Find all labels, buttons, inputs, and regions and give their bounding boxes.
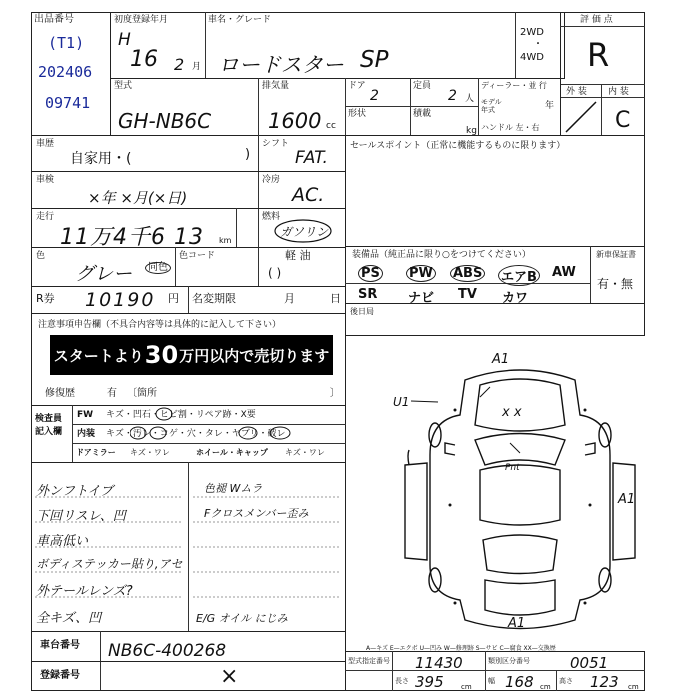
equipment-label: 装備品（純正品に限り○をつけてください） <box>352 250 531 260</box>
divider <box>560 97 645 98</box>
divider <box>478 78 479 136</box>
new-guarantee-value: 有・無 <box>597 277 634 291</box>
registration-label: 後日局 <box>350 307 374 316</box>
check-wheel-text: キズ・ワレ <box>285 448 325 457</box>
remark-left-4: ボディステッカー貼り,アセ <box>36 557 183 571</box>
check-fw-text: キズ・凹石・ヒビ割・リペア跡・X要 <box>106 410 256 420</box>
equip-pw: PW <box>406 265 436 282</box>
doors-value: 2 <box>370 88 379 104</box>
width-unit: cm <box>540 683 551 691</box>
drive-4wd: 4WD <box>520 52 544 63</box>
shift-label: シフト <box>262 139 290 149</box>
sales-point-label: セールスポイント（正常に機能するものに限ります） <box>350 141 566 151</box>
score-value: R <box>587 36 610 74</box>
equip-navi: ナビ <box>408 291 435 306</box>
dealer-label: ディーラー・並 行 <box>481 81 547 90</box>
model-year-unit: 年 <box>545 101 555 111</box>
diagram-a1-top: A1 <box>492 352 510 367</box>
first-reg-year: 16 <box>130 47 158 72</box>
length-unit: cm <box>461 683 472 691</box>
reg-number-value: × <box>220 664 239 689</box>
divider <box>410 78 411 136</box>
banner-post: 万円以内で売切ります <box>179 346 330 365</box>
divider <box>205 12 206 79</box>
divider <box>485 651 486 691</box>
recycle-label: R券 <box>36 292 55 305</box>
check-interior-text: キズ・汚レ・コゲ・穴・タレ・ヤブリ・破レ <box>106 429 286 439</box>
repair-value: 有 <box>107 388 117 399</box>
shift-value: FAT. <box>295 148 328 168</box>
model-year-label: モデル 年式 <box>481 98 502 114</box>
new-guarantee-label: 新車保証書 <box>596 250 636 259</box>
remark-right-6: E/G オイル にじみ <box>196 612 288 625</box>
diagram-a1-bottom: A1 <box>508 616 526 631</box>
check-circles <box>130 406 340 446</box>
divider <box>258 247 259 287</box>
sales-point-box <box>345 135 645 247</box>
fuel-label: 燃料 <box>262 212 281 222</box>
equip-ps: PS <box>358 265 383 282</box>
check-mirror-text: キズ・ワレ <box>130 448 170 457</box>
banner-pre: スタートより <box>53 346 144 365</box>
lot-code: (T1) <box>48 34 85 52</box>
history-value: 自家用・( <box>70 151 132 167</box>
banner-num: 30 <box>144 341 179 369</box>
mileage-value: 11万4千6 13 <box>60 225 204 250</box>
name-change-day: 日 <box>330 292 341 305</box>
height-label: 高さ <box>559 677 573 685</box>
divider <box>590 246 591 304</box>
score-label: 評 価 点 <box>580 15 613 25</box>
remark-left-5: 外テールレンズ? <box>36 584 133 599</box>
width-label: 幅 <box>488 677 495 685</box>
exterior-label: 外 装 <box>566 87 587 97</box>
mileage-unit: km <box>219 236 232 245</box>
repair-bracket: 〔箇所 <box>127 388 157 399</box>
first-reg-label: 初度登録年月 <box>114 15 169 25</box>
type-spec-label: 型式指定番号 <box>348 657 390 665</box>
remark-left-2: 下回リスレ、凹 <box>36 509 126 524</box>
divider <box>560 26 645 27</box>
divider <box>188 286 189 314</box>
reg-number-label: 登録番号 <box>40 670 80 681</box>
divider <box>345 283 590 284</box>
shaken-value: ×年 ×月(×日) <box>88 189 188 207</box>
repair-close: 〕 <box>330 388 340 399</box>
color-code-label: 色コード <box>179 251 216 261</box>
chassis-label: 車台番号 <box>40 640 80 651</box>
divider <box>345 78 346 136</box>
doors-label: ドア <box>348 81 366 91</box>
fuel-value: ガソリン <box>280 225 329 239</box>
shaken-label: 車検 <box>36 175 55 185</box>
class-label: 類別区分番号 <box>488 657 530 665</box>
history-close: ) <box>245 147 251 162</box>
length-label: 長さ <box>395 677 409 685</box>
damage-legend: A—キズ E—エクボ U—凹み W—修理跡 S—サビ C—腐食 XX—交換歴 <box>366 645 556 652</box>
divider <box>175 247 176 287</box>
model-value: GH-NB6C <box>118 109 212 133</box>
interior-value: C <box>615 108 631 133</box>
color-label: 色 <box>36 251 46 261</box>
drive-2wd: 2WD <box>520 27 544 38</box>
class-value: 0051 <box>570 654 609 672</box>
divider <box>601 84 602 136</box>
fuel-circle-mark <box>273 218 333 244</box>
capacity-value: 2 <box>448 88 457 104</box>
registration-box <box>345 303 645 336</box>
first-reg-era: H <box>118 30 131 50</box>
lot-number-1: 202406 <box>38 63 93 81</box>
notes-header: 注意事項申告欄（不具合内容等は具体的に記入して下さい） <box>38 320 282 330</box>
diagram-xx: x x <box>502 405 522 420</box>
equip-aw: AW <box>552 265 576 280</box>
load-label: 積載 <box>413 109 432 119</box>
capacity-label: 定員 <box>413 81 432 91</box>
inspector-label-1: 検査員 <box>35 414 63 424</box>
displacement-unit: cc <box>326 121 336 131</box>
divider <box>556 670 557 691</box>
same-color-mark: 同色 <box>145 262 171 274</box>
height-value: 123 <box>590 673 619 691</box>
recycle-value: 10190 <box>85 289 156 311</box>
displacement-value: 1600 <box>268 109 322 133</box>
equip-tv: TV <box>458 287 477 302</box>
car-name: ロードスター <box>218 53 344 77</box>
remark-left-1: 外ンフトイブ <box>36 484 113 499</box>
interior-label: 内 装 <box>608 87 629 97</box>
remark-right-1: 色褪 Wムラ <box>204 482 263 495</box>
divider <box>72 405 73 463</box>
mileage-label: 走行 <box>36 212 55 222</box>
drive-dot: ・ <box>533 39 543 50</box>
exterior-slash-mark <box>562 99 600 135</box>
shape-label: 形状 <box>348 109 367 119</box>
repair-label: 修復歴 <box>45 388 75 399</box>
fuel-paren: ( ) <box>268 266 282 280</box>
name-change-month: 月 <box>284 292 295 305</box>
width-value: 168 <box>505 673 534 691</box>
car-name-label: 車名・グレード <box>208 15 272 25</box>
divider <box>560 84 645 85</box>
sales-banner <box>50 335 333 375</box>
first-reg-month-unit: 月 <box>192 62 202 72</box>
equip-abs: ABS <box>450 265 485 282</box>
model-label: 型式 <box>114 81 133 91</box>
check-interior-head: 内装 <box>77 429 96 439</box>
fuel-option: 軽 油 <box>285 249 311 262</box>
capacity-unit: 人 <box>465 94 475 104</box>
diagram-a1-right: A1 <box>618 492 636 507</box>
inspector-label-2: 記入欄 <box>35 427 63 437</box>
check-mirror-head: ドアミラー <box>76 448 116 457</box>
diagram-u1: U1 <box>393 395 410 409</box>
remark-left-3: 車高低い <box>36 534 89 549</box>
divider <box>345 106 478 107</box>
check-fw-head: FW <box>77 410 94 420</box>
diagram-u1-leader <box>410 395 440 407</box>
first-reg-month: 2 <box>174 55 185 74</box>
aircon-label: 冷房 <box>262 175 281 185</box>
remark-right-2: Fクロスメンバー歪み <box>204 507 309 520</box>
length-value: 395 <box>415 673 444 691</box>
load-unit: kg <box>466 126 477 136</box>
handle-label: ハンドル 左・右 <box>481 123 540 132</box>
recycle-unit: 円 <box>168 292 179 305</box>
name-change-label: 名変期限 <box>192 292 236 305</box>
chassis-value: NB6C-400268 <box>108 641 227 661</box>
check-wheel-head: ホイール・キャップ <box>196 448 268 457</box>
divider <box>515 12 516 79</box>
divider <box>258 78 259 136</box>
history-label: 車歴 <box>36 139 55 149</box>
displacement-label: 排気量 <box>262 81 290 91</box>
lot-number-2: 09741 <box>45 94 91 112</box>
aircon-value: AC. <box>292 184 325 206</box>
remarks-ruled-lines <box>31 462 346 632</box>
equip-sr: SR <box>358 287 378 302</box>
color-value: グレー <box>75 263 133 285</box>
car-grade: SP <box>360 47 389 73</box>
lot-label: 出品番号 <box>34 14 74 25</box>
remark-left-6: 全キズ、凹 <box>36 611 102 626</box>
divider <box>392 651 393 691</box>
height-unit: cm <box>628 683 639 691</box>
equip-leather: カワ <box>502 291 529 306</box>
type-spec-value: 11430 <box>415 654 463 672</box>
divider <box>236 208 237 248</box>
diagram-pnt: Pnt <box>505 463 520 473</box>
equip-airbag: エアB <box>498 265 540 286</box>
